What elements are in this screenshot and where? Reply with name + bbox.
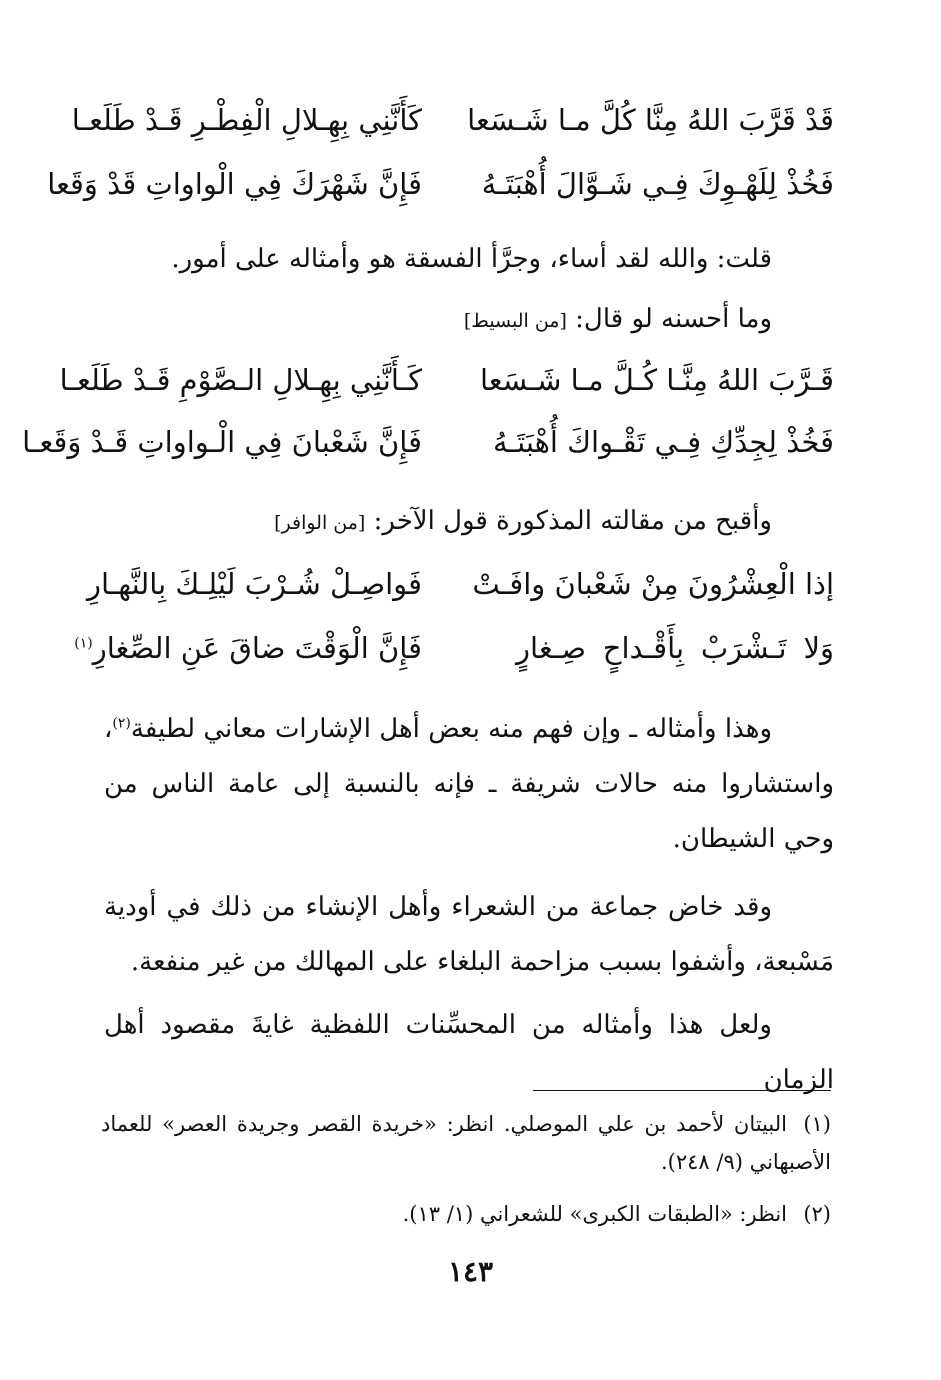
verse-hemistich-second: فَواصِـلْ شُـرْبَ لَيْلِـكَ بِالنَّهـارِ (86, 567, 422, 601)
verse-hemistich-first: وَلا تَـشْرَبْ بِأَقْـداحٍ صِـغارٍ (516, 631, 834, 665)
hemistich-text: فَإِنَّ الْوَقْتَ ضاقَ عَنِ الصِّغارِ (92, 631, 422, 665)
meter-tag: [من البسيط] (463, 310, 567, 332)
footnote-ref[interactable]: (١) (74, 635, 93, 652)
body-paragraph (104, 998, 834, 1108)
footnote (101, 1195, 831, 1233)
footnote-number: (١) (803, 1112, 831, 1136)
footnote-text: البيتان لأحمد بن علي الموصلي. انظر: «خريدة القصر وجريدة العصر» للعماد الأصبهاني (٩/ ٢٤٨). (101, 1112, 831, 1174)
verse-hemistich-second (74, 631, 422, 665)
paragraph-text-continued: ، واستشاروا منه حالات شريفة ـ فإنه بالنسبة إلى عامة الناس من وحي الشيطان. (104, 714, 834, 854)
body-paragraph (104, 880, 834, 990)
comment-paragraph (104, 232, 834, 287)
footnote (101, 1105, 831, 1181)
verse-hemistich-first: قَـرَّبَ اللهُ مِنَّـا كُـلَّ مـا شَـسَعا (479, 363, 834, 397)
paragraph-text: وقد خاض جماعة من الشعراء وأهل الإنشاء من ذلك في أودية مَسْبعة، وأشفوا بسبب مزاحمة البلغاء على المهالك من غير منفعة. (104, 892, 834, 977)
footnote-ref[interactable]: (٢) (112, 715, 131, 732)
verse-hemistich-first: قَدْ قَرَّبَ اللهُ مِنَّا كُلَّ مـا شَـسَعا (467, 103, 834, 137)
footnote-number: (٢) (803, 1202, 831, 1226)
intro-line (104, 292, 834, 349)
paragraph-text: وهذا وأمثاله ـ وإن فهم منه بعض أهل الإشارات معاني لطيفة (130, 714, 772, 744)
page-number: ١٤٣ (447, 1255, 494, 1288)
verse-hemistich-first: فَخُذْ لِلَهْـوِكَ فِـي شَـوَّالَ أُهْبَتَـهُ (481, 167, 834, 201)
footnote-text: انظر: «الطبقات الكبرى» للشعراني (١/ ١٣). (402, 1202, 787, 1226)
verse-line (59, 352, 834, 408)
verse-hemistich-second: كَأَنَّنِي بِهِـلالِ الْفِطْـرِ قَـدْ طَلَعـا (71, 103, 422, 137)
verse-hemistich-first: إذا الْعِشْرُونَ مِنْ شَعْبانَ وافَـتْ (472, 567, 834, 601)
verse-hemistich-second: فَإِنَّ شَعْبانَ فِي الْـواواتِ قَـدْ وَقَعـا (22, 425, 422, 459)
intro-line (104, 494, 834, 551)
verse-line (47, 156, 834, 212)
verse-line (71, 92, 834, 148)
verse-hemistich-first: فَخُذْ لِجِدِّكِ فِـي تَقْـواكَ أُهْبَتَـهُ (493, 425, 834, 459)
intro-text: وأقبح من مقالته المذكورة قول الآخر: (373, 506, 772, 536)
body-paragraph (104, 702, 834, 867)
footnote-divider (533, 1090, 831, 1091)
verse-line (74, 620, 834, 676)
verse-hemistich-second: كَـأَنَّنِي بِهِـلالِ الـصَّوْمِ قَـدْ طَلَعـا (59, 363, 422, 397)
meter-tag: [من الوافر] (274, 512, 366, 534)
verse-hemistich-second: فَإِنَّ شَهْرَكَ فِي الْواواتِ قَدْ وَقَعا (47, 167, 422, 201)
comment-text: قلت: والله لقد أساء، وجرَّأ الفسقة هو وأمثاله على أمور. (171, 244, 772, 274)
paragraph-text: ولعل هذا وأمثاله من المحسِّنات اللفظية غايةَ مقصود أهل الزمان (104, 1010, 834, 1095)
intro-text: وما أحسنه لو قال: (575, 304, 772, 334)
verse-line (86, 556, 834, 612)
verse-line (22, 414, 834, 470)
